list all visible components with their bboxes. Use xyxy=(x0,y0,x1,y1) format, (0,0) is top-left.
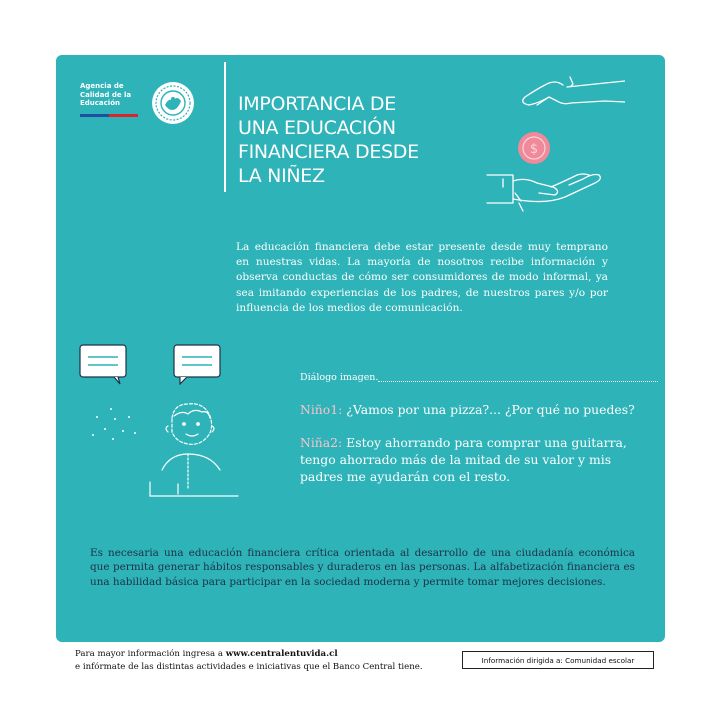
logo-flag-bar xyxy=(80,114,138,117)
dialog-line-2 xyxy=(300,434,640,485)
footer-prefix: Para mayor información ingresa a xyxy=(75,649,226,659)
boy-figure xyxy=(148,398,248,498)
coin-icon xyxy=(516,130,552,166)
org-line-2: Calidad de la xyxy=(80,90,132,99)
audience-box: Información dirigida a: Comunidad escolar xyxy=(462,651,654,669)
title-line-4: LA NIÑEZ xyxy=(238,165,325,187)
hands-coin-illustration xyxy=(485,75,625,215)
dialog-speaker-1: Niño1: xyxy=(300,402,343,417)
agency-seal-icon xyxy=(150,80,196,126)
dialog-text-1: ¿Vamos por una pizza?... ¿Por qué no puedes? xyxy=(342,402,635,417)
org-line-1: Agencia de xyxy=(80,82,124,90)
dialog-text-2: Estoy ahorrando para comprar una guitarra, tengo ahorrado más de la mitad de su valor y mis padres me ayudarán con el resto. xyxy=(300,435,627,484)
title-line-2: UNA EDUCACIÓN xyxy=(238,117,396,139)
footer-line-2: e infórmate de las distintas actividades e iniciativas que el Banco Central tiene. xyxy=(75,661,423,672)
dialog-dotted-rule xyxy=(378,381,658,382)
org-line-3: Educación xyxy=(80,99,120,107)
speech-bubble-icon-left xyxy=(78,343,128,385)
svg-text:$: $ xyxy=(529,142,539,157)
dialog-label: Diálogo imagen. xyxy=(300,372,379,383)
title-line-1: IMPORTANCIA DE xyxy=(238,93,396,115)
page-title xyxy=(238,92,478,188)
title-divider xyxy=(224,62,226,192)
footer-line-1 xyxy=(75,648,455,661)
closing-paragraph: Es necesaria una educación financiera crítica orientada al desarrollo de una ciudadanía económica que permita generar hábitos responsables y duraderos en las personas. La alfabetización financiera es una habilidad básica para participar en la sociedad moderna y permite tomar mejores decisiones. xyxy=(90,547,635,588)
girl-figure-dots xyxy=(85,405,145,445)
dialog-speaker-2: Niña2: xyxy=(300,435,343,450)
speech-bubble-icon-right xyxy=(172,343,222,385)
footer-note xyxy=(75,648,455,673)
dialog-line-1 xyxy=(300,401,640,418)
title-line-3: FINANCIERA DESDE xyxy=(238,141,419,163)
website-link[interactable]: www.centralentuvida.cl xyxy=(225,649,338,659)
intro-paragraph: La educación financiera debe estar presente desde muy temprano en nuestras vidas. La mayoría de nosotros recibe información y observa conductas de cómo ser consumidores de modo informal, ya sea imitando experiencias de los padres, de nuestros pares y/o por influencia de los medios de comunicación. xyxy=(236,241,608,314)
